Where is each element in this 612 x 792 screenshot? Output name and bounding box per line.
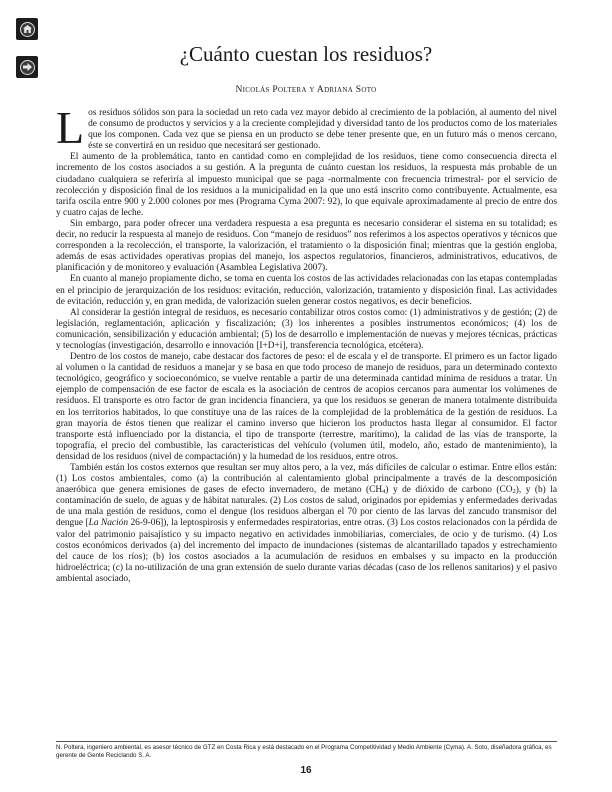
article-title: ¿Cuánto cuestan los residuos?	[179, 42, 433, 66]
footnote-divider	[56, 741, 557, 742]
home-button[interactable]	[16, 18, 38, 40]
footnote: N. Poltera, ingeniero ambiental, es asesor técnico de GTZ en Costa Rica y está destacado en el Programa Competitividad y Medio Ambiente (Cyma). A. Soto, diseñadora gráfica, es gerente de Gente Reciclando S. A.	[56, 744, 552, 759]
paragraph-5: Al considerar la gestión integral de residuos, es necesario contabilizar otros costos como: (1) administrativos y de gestión; (2) de legislación, reglamentación, aplicación y fiscalización; (3) los inherentes a posibles instrumentos económicos; (4) los de comunicación, sensibilización y educación ambiental; (5) los de desarrollo e implementación de nuevas y mejores técnicas, prácticas y tecnologías (investigación, desarrollo e innovación [I+D+i], transferencia tecnológica, etcétera).	[56, 307, 557, 351]
paragraph-7: También están los costos externos que resultan ser muy altos pero, a la vez, más difíciles de calcular o estimar. Entre ellos están: (1) Los costos ambientales, como (a) la contribución al calentamiento global principalmente a través de la descomposición anaeróbica que genera emisiones de gases de efecto invernadero, de metano (CH4) y de dióxido de carbono (CO2), y (b) la contaminación de suelo, de aguas y de hábitat naturales. (2) Los costos de salud, originados por epidemias y enfermedades derivadas de una mala gestión de residuos, como el dengue (los residuos albergan el 70 por ciento de las larvas del zancudo transmisor del dengue [La Nación 26-9-06]), la leptospirosis y enfermedades respiratorias, entre otras. (3) Los costos relacionados con la pérdida de valor del patrimonio paisajístico y su impacto negativo en actividades inmobiliarias, comerciales, de ocio y de turismo. (4) Los costos económicos derivados (a) del incremento del impacto de inundaciones (sistemas de alcantarillado tapados y estrechamiento del cauce de los ríos); (b) los costos asociados a la acumulación de residuos en embalses y su impacto en la producción hidroeléctrica; (c) la no-utilización de una gran extensión de suelo durante varias décadas (caso de los rellenos sanitarios) y el pasivo ambiental asociado,	[56, 463, 557, 584]
home-icon	[20, 22, 35, 37]
paragraph-2: El aumento de la problemática, tanto en cantidad como en complejidad de los residuos, tiene como consecuencia directa el incremento de los costos asociados a su gestión. A la pregunta de cuánto cuestan los residuos, la respuesta más probable de un ciudadano cualquiera se referiría al impuesto municipal que se paga -normalmente con frecuencia trimestral- por el servicio de recolección y disposición final de los residuos a la municipalidad en la que uno está inscrito como contribuyente. Actualmente, esa tarifa oscila entre 900 y 2.000 colones por mes (Programa Cyma 2007: 92), lo que equivale aproximadamente al precio de entre dos y cuatro cajas de leche.	[56, 152, 557, 218]
paragraph-1: Los residuos sólidos son para la sociedad un reto cada vez mayor debido al crecimiento de la población, al aumento del nivel de consumo de productos y servicios y a la creciente complejidad y diversidad tanto de los productos como de los materiales que los componen. Cada vez que se piensa en un producto se debe tener presente que, en un futuro más o menos cercano, éste se convertirá en un residuo que necesitará ser gestionado.	[56, 102, 557, 153]
drop-cap: L	[56, 102, 85, 153]
paragraph-4: En cuanto al manejo propiamente dicho, se toma en cuenta los costos de las actividades relacionadas con las etapas contempladas en el principio de jerarquización de los residuos: evitación, reducción, valorización, tratamiento y disposición final. Las actividades de evitación, reducción y, en gran medida, de valorización suelen generar costos negativos, es decir beneficios.	[56, 274, 557, 307]
article-authors: Nicolás Poltera y Adriana Soto	[235, 85, 377, 95]
article-body	[56, 102, 557, 585]
page-number: 16	[300, 765, 312, 776]
paragraph-3: Sin embargo, para poder ofrecer una verdadera respuesta a esa pregunta es necesario considerar el sistema en su totalidad; es decir, no reducir la respuesta al manejo de residuos. Con “manejo de residuos” nos referimos a los aspectos operativos y técnicos que corresponden a la recolección, el transporte, la valorización, el tratamiento o la disposición final; mientras que la gestión engloba, además de esas actividades operativas propias del manejo, los aspectos regulatorios, financieros, administrativos, educativos, de planificación y de monitoreo y evaluación (Asamblea Legislativa 2007).	[56, 218, 557, 274]
citation-la-nacion: La Nación	[88, 518, 129, 529]
paragraph-6: Dentro de los costos de manejo, cabe destacar dos factores de peso: el de escala y el de transporte. El primero es un factor ligado al volumen o la cantidad de residuos a manejar y se basa en que todo proceso de manejo de residuos, para un determinado contexto tecnológico, geográfico y socioeconómico, se vuelve rentable a partir de una determinada cantidad mínima de residuos a tratar. Un ejemplo de compensación de ese factor de escala es la asociación de centros de acopios cercanos para aumentar los volúmenes de residuos. El transporte es otro factor de gran incidencia financiera, ya que los residuos se generan de manera totalmente distribuida en los territorios habitados, lo que constituye una de las raíces de la complejidad de la problemática de la gestión de residuos. La gran mayoría de éstos tienen que realizar el camino inverso que hicieron los productos hasta llegar al consumidor. El factor transporte está influenciado por la distancia, el tipo de transporte (terrestre, marítimo), la calidad de las vías de transporte, la topografía, el precio del combustible, las características del vehículo (volumen útil, modelo, año, estado de mantenimiento), la densidad de los residuos (nivel de compactación) y la humedad de los residuos, entre otros.	[56, 352, 557, 462]
